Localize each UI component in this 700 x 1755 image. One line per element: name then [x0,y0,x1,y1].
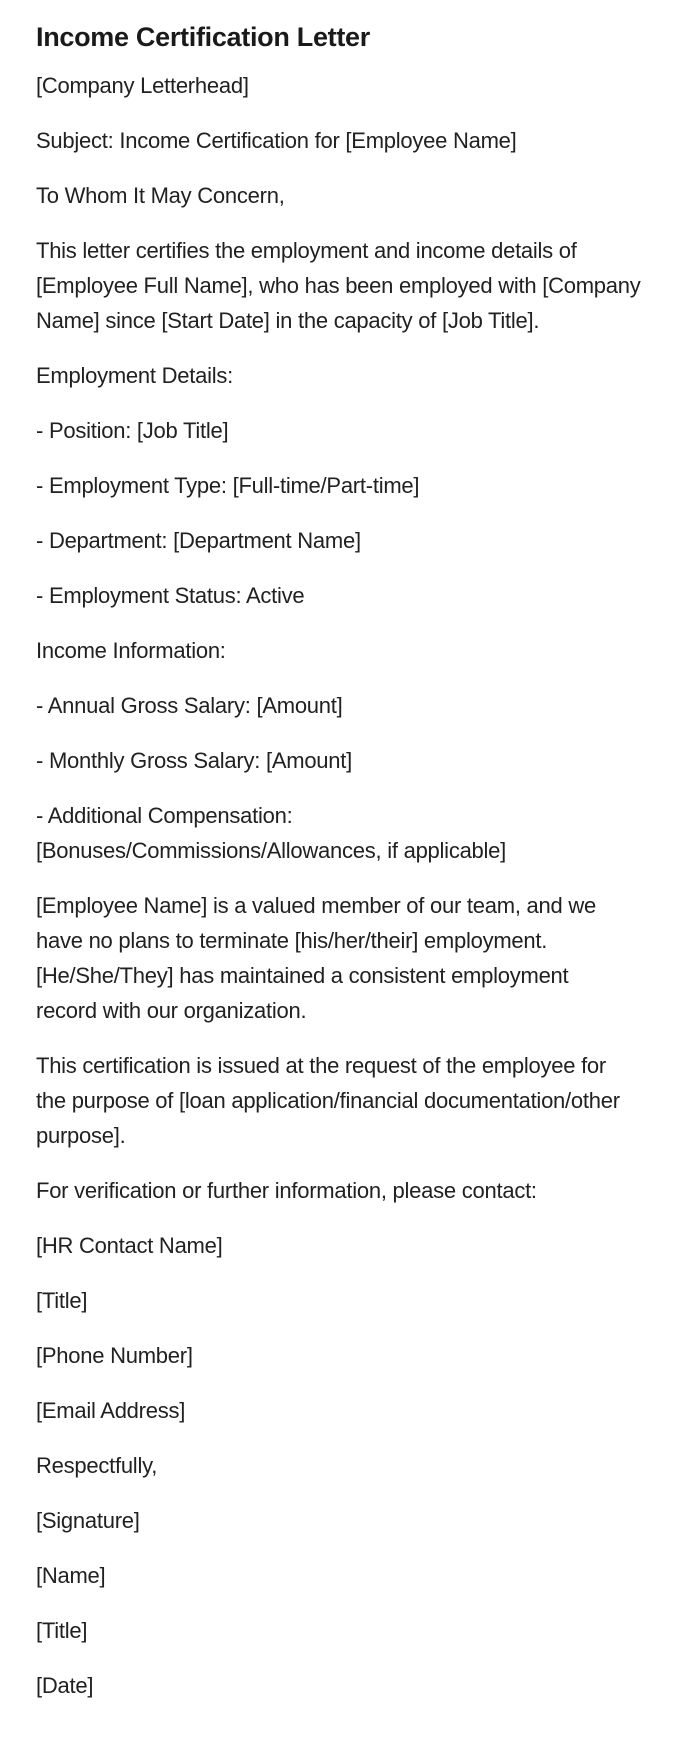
text-line: have no plans to terminate [his/her/their] employment. [36,928,548,953]
paragraph [36,888,664,1028]
paragraph [36,1448,664,1483]
paragraph [36,1393,664,1428]
text-line: - Monthly Gross Salary: [Amount] [36,748,352,773]
document-title: Income Certification Letter [36,22,370,52]
text-line: [Email Address] [36,1398,186,1423]
paragraph [36,578,664,613]
text-line: [He/She/They] has maintained a consistent employment [36,963,569,988]
text-line: [Date] [36,1673,94,1698]
paragraph [36,178,664,213]
text-line: - Department: [Department Name] [36,528,361,553]
text-line: This certification is issued at the request of the employee for [36,1053,606,1078]
paragraph [36,468,664,503]
text-line: the purpose of [loan application/financial documentation/other [36,1088,620,1113]
text-line: [Title] [36,1288,88,1313]
text-line: This letter certifies the employment and income details of [36,238,577,263]
text-line: Employment Details: [36,363,233,388]
paragraph [36,233,664,338]
text-line: [Name] [36,1563,106,1588]
paragraph [36,798,664,868]
text-line: - Additional Compensation: [36,803,293,828]
text-line: - Position: [Job Title] [36,418,229,443]
text-line: [Phone Number] [36,1343,193,1368]
paragraph [36,633,664,668]
paragraph [36,1173,664,1208]
paragraph [36,1283,664,1318]
text-line: Name] since [Start Date] in the capacity of [Job Title]. [36,308,540,333]
text-line: For verification or further information, please contact: [36,1178,537,1203]
text-line: Subject: Income Certification for [Employee Name] [36,128,517,153]
paragraph [36,358,664,393]
text-line: [Employee Full Name], who has been employed with [Company [36,273,641,298]
text-line: [HR Contact Name] [36,1233,223,1258]
paragraph [36,688,664,723]
text-line: - Employment Type: [Full-time/Part-time] [36,473,420,498]
paragraph [36,1338,664,1373]
paragraph [36,523,664,558]
text-line: [Employee Name] is a valued member of our team, and we [36,893,596,918]
text-line: [Signature] [36,1508,140,1533]
paragraph [36,68,664,103]
text-line: Income Information: [36,638,226,663]
text-line: purpose]. [36,1123,126,1148]
paragraph [36,1228,664,1263]
text-line: - Annual Gross Salary: [Amount] [36,693,343,718]
text-line: [Title] [36,1618,88,1643]
paragraph [36,1503,664,1538]
paragraph [36,123,664,158]
document-body [36,68,664,1703]
text-line: - Employment Status: Active [36,583,305,608]
text-line: [Bonuses/Commissions/Allowances, if applicable] [36,838,507,863]
paragraph [36,413,664,448]
text-line: record with our organization. [36,998,307,1023]
text-line: [Company Letterhead] [36,73,249,98]
paragraph [36,743,664,778]
text-line: Respectfully, [36,1453,158,1478]
paragraph [36,1558,664,1593]
paragraph [36,1613,664,1648]
paragraph [36,1668,664,1703]
paragraph [36,1048,664,1153]
text-line: To Whom It May Concern, [36,183,285,208]
